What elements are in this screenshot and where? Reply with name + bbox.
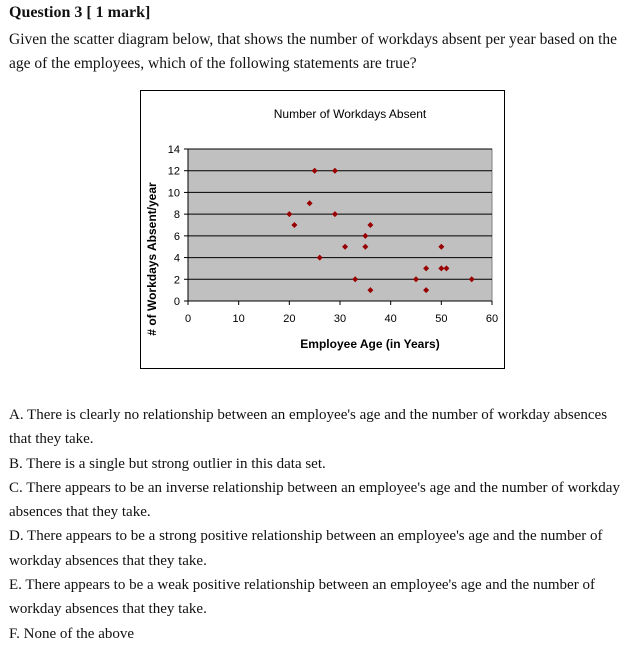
x-tick-label: 50 <box>435 313 448 325</box>
y-tick-label: 0 <box>173 296 180 308</box>
x-tick-label: 40 <box>384 313 397 325</box>
option-b[interactable]: B. There is a single but strong outlier in this data set. <box>9 455 326 472</box>
option-f[interactable]: F. None of the above <box>9 625 135 642</box>
y-tick-label: 14 <box>167 144 180 156</box>
chart-svg <box>141 91 504 368</box>
x-axis-label: Employee Age (in Years) <box>300 337 440 351</box>
y-axis-label: # of Workdays Absent/year <box>145 182 159 336</box>
x-tick-label: 10 <box>232 313 245 325</box>
x-tick-label: 30 <box>333 313 347 325</box>
option-c[interactable]: C. There appears to be an inverse relationship between an employee's age and the number of workday absences that they take. <box>9 479 620 521</box>
x-tick-label: 0 <box>184 313 192 325</box>
chart-title: Number of Workdays Absent <box>273 107 427 121</box>
scatter-chart <box>140 90 505 369</box>
option-d[interactable]: D. There appears to be a strong positive relationship between an employee's age and the number of workday absences that they take. <box>9 528 603 569</box>
plot-area <box>188 149 492 301</box>
x-tick-label: 20 <box>283 313 296 325</box>
y-tick-label: 4 <box>173 252 180 265</box>
y-tick-label: 10 <box>167 187 180 200</box>
question-title: Question 3 [ 1 mark] <box>9 4 151 21</box>
y-tick-label: 12 <box>167 165 180 178</box>
x-tick-label: 60 <box>485 313 499 325</box>
y-tick-label: 6 <box>173 230 180 243</box>
option-a[interactable]: A. There is clearly no relationship between an employee's age and the number of workday absences that they take. <box>9 407 608 448</box>
y-tick-label: 2 <box>173 274 180 287</box>
option-e[interactable]: E. There appears to be a weak positive relationship between an employee's age and the number of workday absences that they take. <box>9 577 595 618</box>
answer-options <box>9 403 631 646</box>
question-text: Given the scatter diagram below, that shows the number of workdays absent per year based on the age of the employees, which of the following statements are true? <box>9 31 618 72</box>
y-tick-label: 8 <box>173 209 180 222</box>
